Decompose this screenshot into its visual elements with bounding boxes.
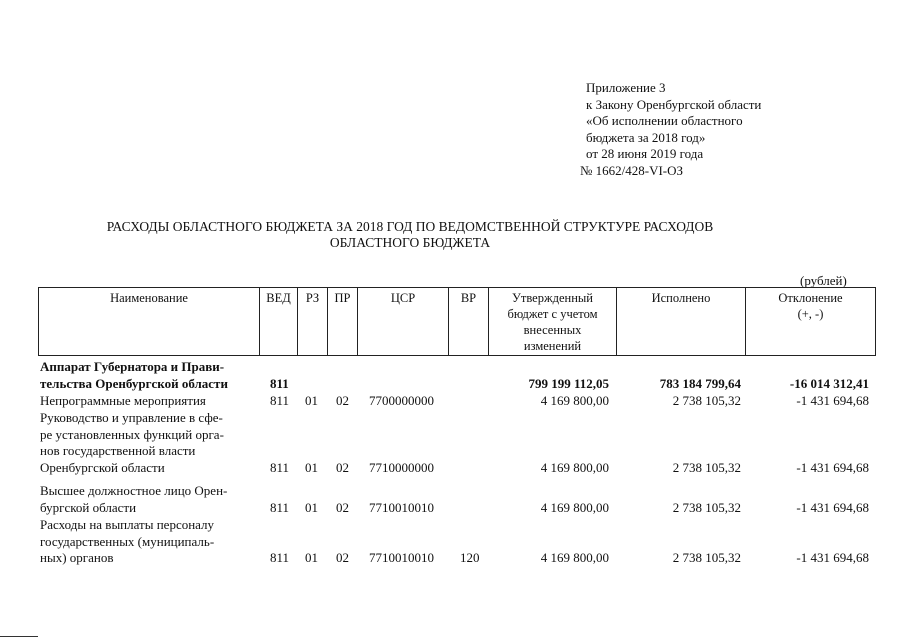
header-deviation-label: Отклонение	[778, 291, 843, 305]
footnote-divider	[0, 636, 38, 637]
row-name-line: ных) органов	[40, 550, 114, 565]
header-vr-label: ВР	[460, 291, 477, 305]
row-rz: 01	[305, 499, 318, 515]
row-name	[40, 517, 260, 567]
title-line-2: ОБЛАСТНОГО БЮДЖЕТА	[329, 235, 491, 250]
row-ved: 811	[270, 375, 289, 391]
row-budget: 4 169 800,00	[540, 550, 609, 565]
header-name-label: Наименование	[110, 291, 188, 305]
header-vr	[448, 287, 489, 356]
row-done: 2 738 105,32	[672, 459, 741, 475]
row-name-line: Непрограммные мероприятия	[40, 393, 206, 408]
row-deviation: -1 431 694,68	[796, 499, 869, 515]
header-name	[38, 287, 260, 356]
header-ved-label: ВЕД	[266, 291, 291, 305]
row-rz: 01	[305, 550, 318, 565]
header-deviation	[745, 287, 876, 356]
row-name	[40, 359, 260, 392]
row-rz: 01	[305, 393, 318, 408]
header-pr-label: ПР	[334, 291, 351, 305]
row-pr: 02	[336, 393, 349, 408]
row-budget: 4 169 800,00	[540, 459, 609, 475]
row-csr: 7700000000	[369, 393, 434, 408]
header-budget-label: бюджет с учетом	[507, 307, 598, 321]
row-vr: 120	[460, 550, 480, 565]
row-done: 2 738 105,32	[672, 393, 741, 408]
row-ved: 811	[270, 550, 290, 565]
row-ved: 811	[270, 499, 290, 515]
row-deviation: -1 431 694,68	[796, 459, 869, 475]
row-csr: 7710000000	[369, 459, 434, 475]
appendix-line: от 28 июня 2019 года	[586, 146, 704, 161]
row-name-line: ре установленных функций орга-	[40, 426, 224, 442]
header-budget-label: внесенных	[523, 323, 582, 337]
row-rz: 01	[305, 459, 318, 475]
row-done: 783 184 799,64	[659, 375, 741, 391]
row-name-line: государственных (муниципаль-	[40, 533, 215, 549]
appendix-line: к Закону Оренбургской области	[586, 96, 762, 112]
row-budget: 4 169 800,00	[540, 499, 609, 515]
appendix-line: Приложение 3	[586, 80, 666, 95]
row-deviation: -1 431 694,68	[796, 550, 869, 565]
header-budget-label: Утвержденный	[512, 291, 593, 305]
row-name-line: нов государственной власти	[40, 443, 196, 458]
row-pr: 02	[336, 550, 349, 565]
row-csr: 7710010010	[369, 499, 434, 515]
title-line-1: РАСХОДЫ ОБЛАСТНОГО БЮДЖЕТА ЗА 2018 ГОД ПО ВЕДОМСТВЕННОЙ СТРУКТУРЕ РАСХОДОВ	[106, 219, 714, 234]
header-ved	[259, 287, 298, 356]
row-pr: 02	[336, 459, 349, 475]
row-done: 2 738 105,32	[672, 550, 741, 565]
appendix-block	[580, 80, 762, 179]
row-budget: 799 199 112,05	[528, 375, 609, 391]
header-csr	[357, 287, 449, 356]
header-done	[616, 287, 746, 356]
row-name-line: Оренбургской области	[40, 459, 165, 475]
row-deviation: -16 014 312,41	[789, 375, 869, 391]
header-done-label: Исполнено	[651, 291, 711, 305]
row-pr: 02	[336, 499, 349, 515]
units-label: (рублей)	[800, 273, 847, 288]
appendix-line: «Об исполнении областного	[586, 113, 743, 128]
row-name-line: тельства Оренбургской области	[40, 375, 228, 391]
row-name	[40, 410, 260, 476]
appendix-line: № 1662/428-VI-ОЗ	[580, 162, 684, 178]
row-deviation: -1 431 694,68	[796, 393, 869, 408]
header-budget-label: изменений	[523, 339, 582, 353]
header-pr	[327, 287, 358, 356]
header-csr-label: ЦСР	[390, 291, 416, 305]
row-csr: 7710010010	[369, 550, 434, 565]
row-name	[40, 483, 260, 516]
row-ved: 811	[270, 393, 290, 408]
row-name-line: Высшее должностное лицо Орен-	[40, 483, 228, 498]
document-title	[60, 219, 760, 251]
row-done: 2 738 105,32	[672, 499, 741, 515]
appendix-line: бюджета за 2018 год»	[586, 129, 706, 145]
row-budget: 4 169 800,00	[540, 393, 609, 408]
header-rz-label: РЗ	[305, 291, 320, 305]
header-deviation-label: (+, -)	[797, 307, 824, 321]
header-budget	[488, 287, 617, 356]
row-name	[40, 393, 260, 410]
row-name-line: Аппарат Губернатора и Прави-	[40, 359, 225, 374]
row-ved: 811	[270, 459, 290, 475]
header-rz	[297, 287, 328, 356]
row-name-line: Расходы на выплаты персоналу	[40, 517, 215, 532]
row-name-line: Руководство и управление в сфе-	[40, 410, 223, 425]
row-name-line: бургской области	[40, 499, 137, 515]
